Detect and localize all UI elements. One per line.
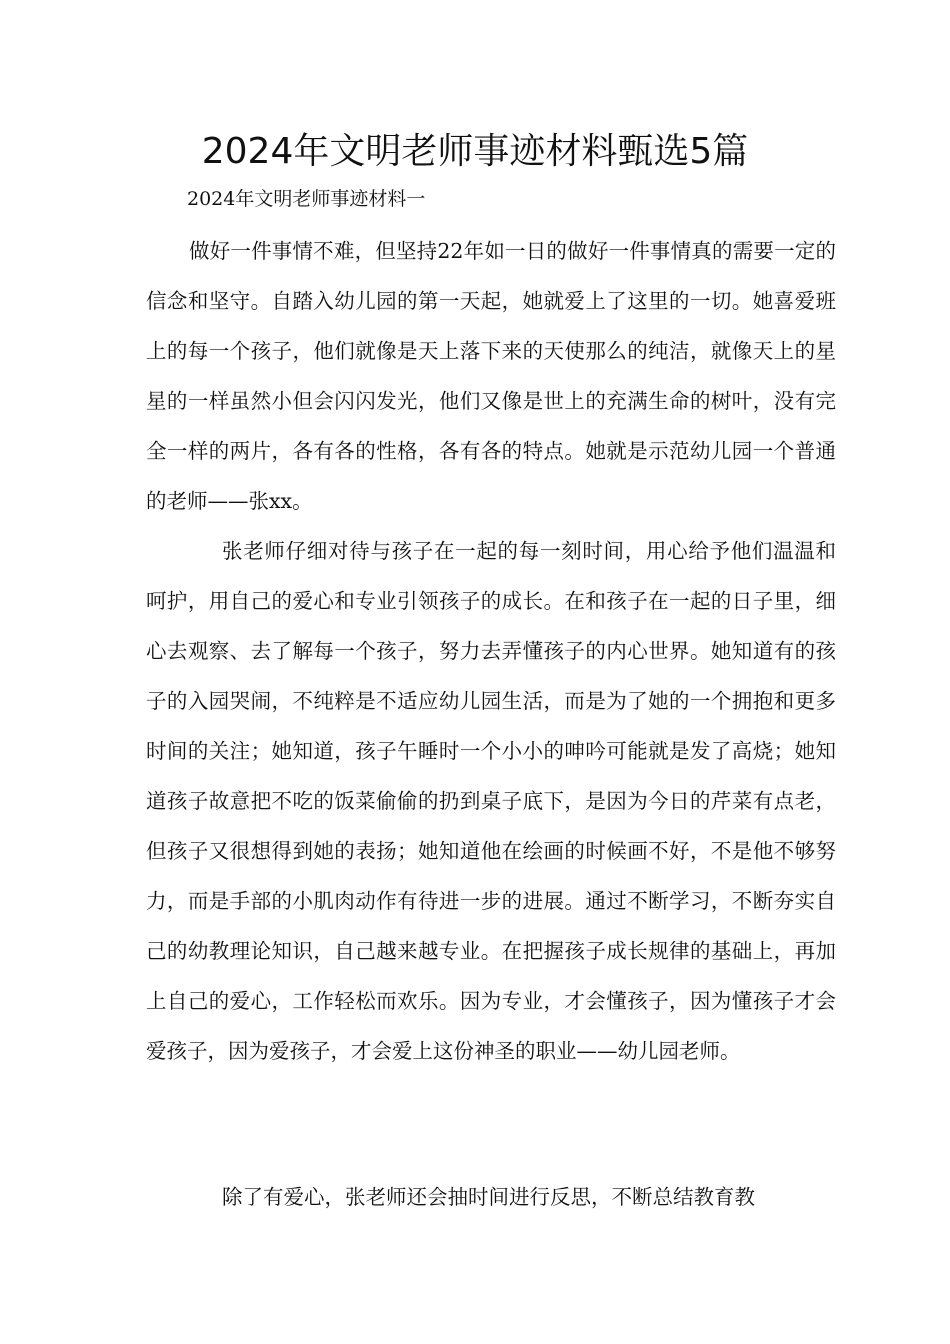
paragraph-2: 张老师仔细对待与孩子在一起的每一刻时间，用心给予他们温温和呵护，用自己的爱心和专业引领孩子的成长。在和孩子在一起的日子里，细心去观察、去了解每一个孩子，努力去弄懂孩子的内心世界。她知道有的孩子的入园哭闹，不纯粹是不适应幼儿园生活，而是为了她的一个拥抱和更多时间的关注；她知道，孩子午睡时一个小小的呻吟可能就是发了高烧；她知道孩子故意把不吃的饭菜偷偷的扔到桌子底下，是因为今日的芹菜有点老，但孩子又很想得到她的表扬；她知道他在绘画的时候画不好，不是他不够努力，而是手部的小肌肉动作有待进一步的进展。通过不断学习，不断夯实自己的幼教理论知识，自己越来越专业。在把握孩子成长规律的基础上，再加上自己的爱心，工作轻松而欢乐。因为专业，才会懂孩子，因为懂孩子才会爱孩子，因为爱孩子，才会爱上这份神圣的职业——幼儿园老师。 bbox=[146, 539, 836, 1063]
paragraph-1: 做好一件事情不难，但坚持22年如一日的做好一件事情真的需要一定的信念和坚守。自踏入幼儿园的第一天起，她就爱上了这里的一切。她喜爱班上的每一个孩子，他们就像是天上落下来的天使那么的纯洁，就像天上的星星的一样虽然小但会闪闪发光，他们又像是世上的充满生命的树叶，没有完全一样的两片，各有各的性格，各有各的特点。她就是示范幼儿园一个普通的老师——张xx。 bbox=[146, 239, 836, 513]
document-title: 2024年文明老师事迹材料甄选5篇 bbox=[201, 131, 749, 172]
section-heading: 2024年文明老师事迹材料一 bbox=[187, 188, 426, 210]
paragraph-3: 除了有爱心，张老师还会抽时间进行反思，不断总结教育教 bbox=[222, 1185, 755, 1209]
